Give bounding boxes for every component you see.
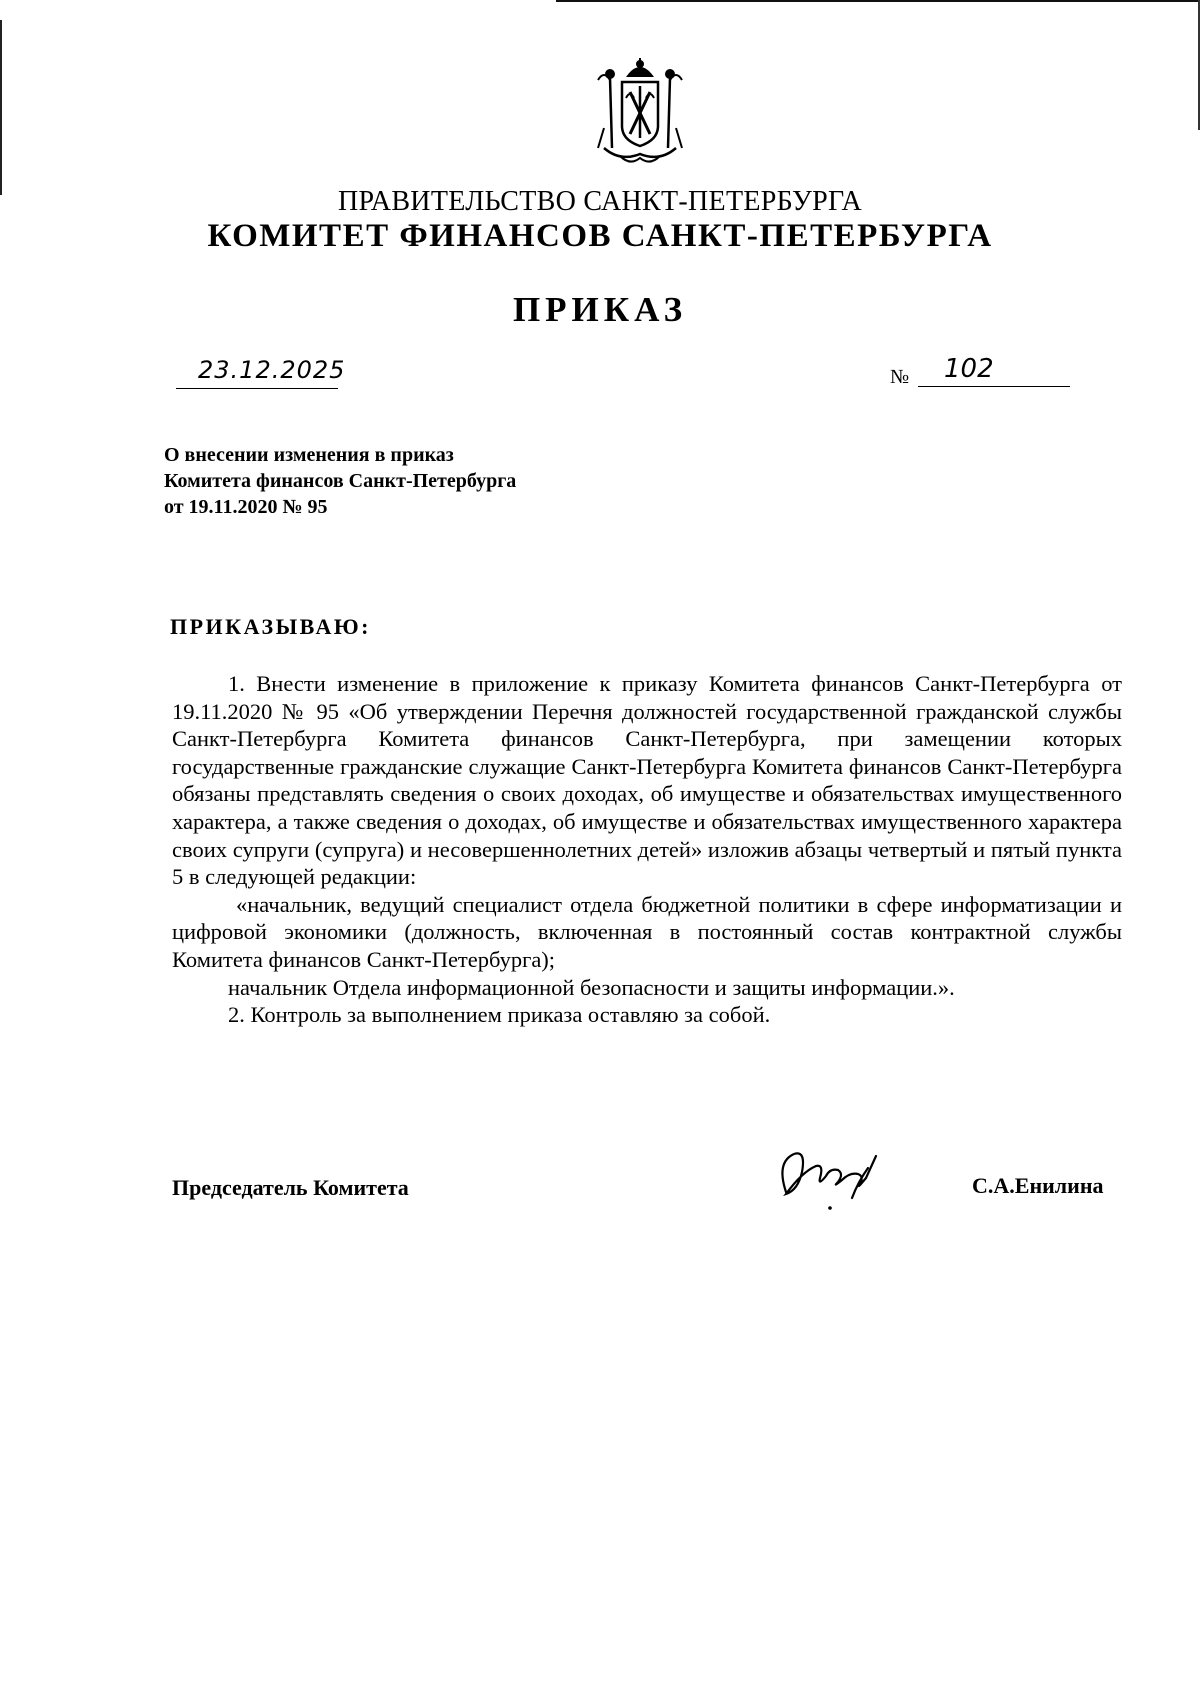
order-number: 102 xyxy=(944,354,994,384)
order-date-field xyxy=(176,356,346,389)
committee-name: КОМИТЕТ ФИНАНСОВ САНКТ-ПЕТЕРБУРГА xyxy=(207,218,993,254)
scan-edge-top xyxy=(556,0,1200,2)
document-type-title: ПРИКАЗ xyxy=(512,290,688,329)
order-date: 23.12.2025 xyxy=(198,356,346,384)
government-name: ПРАВИТЕЛЬСТВО САНКТ-ПЕТЕРБУРГА xyxy=(338,186,862,217)
handwritten-signature xyxy=(772,1142,892,1214)
order-number-field xyxy=(918,354,1070,387)
order-body xyxy=(172,670,1122,1029)
order-number-label: № xyxy=(890,366,910,388)
signer-name: С.А.Енилина xyxy=(972,1173,1104,1198)
subject-line: от 19.11.2020 № 95 xyxy=(164,496,328,518)
order-subject xyxy=(164,442,764,520)
body-paragraph-2: 2. Контроль за выполнением приказа оставляю за собой. xyxy=(228,1002,771,1028)
order-directive-heading: ПРИКАЗЫВАЮ: xyxy=(170,614,371,639)
subject-line: Комитета финансов Санкт-Петербурга xyxy=(164,470,517,492)
signer-title: Председатель Комитета xyxy=(172,1175,409,1200)
body-quote-2: начальник Отдела информационной безопасности и защиты информации.». xyxy=(228,974,955,1000)
body-quote-1: «начальник, ведущий специалист отдела бюджетной политики в сфере информатизации и цифровой экономики (должность, включенная в постоянный состав контрактной службы Комитета финансов Санкт-Петербурга); xyxy=(172,891,1122,972)
scan-edge-left xyxy=(0,20,2,195)
coat-of-arms-emblem xyxy=(590,58,690,168)
body-paragraph-1: 1. Внести изменение в приложение к приказу Комитета финансов Санкт-Петербурга от 19.11.2020 № 95 «Об утверждении Перечня должностей государственной гражданской службы Санкт-Петербурга Комитета финансов Санкт-Петербурга, при замещении которых государственные гражданские служащие Санкт-Петербурга Комитета финансов Санкт-Петербурга обязаны представлять сведения о своих доходах, об имуществе и обязательствах имущественного характера, а также сведения о доходах, об имуществе и обязательствах имущественного характера своих супруги (супруга) и несовершеннолетних детей» изложив абзацы четвертый и пятый пункта 5 в следующей редакции: xyxy=(172,671,1122,890)
subject-line: О внесении изменения в приказ xyxy=(164,444,454,466)
